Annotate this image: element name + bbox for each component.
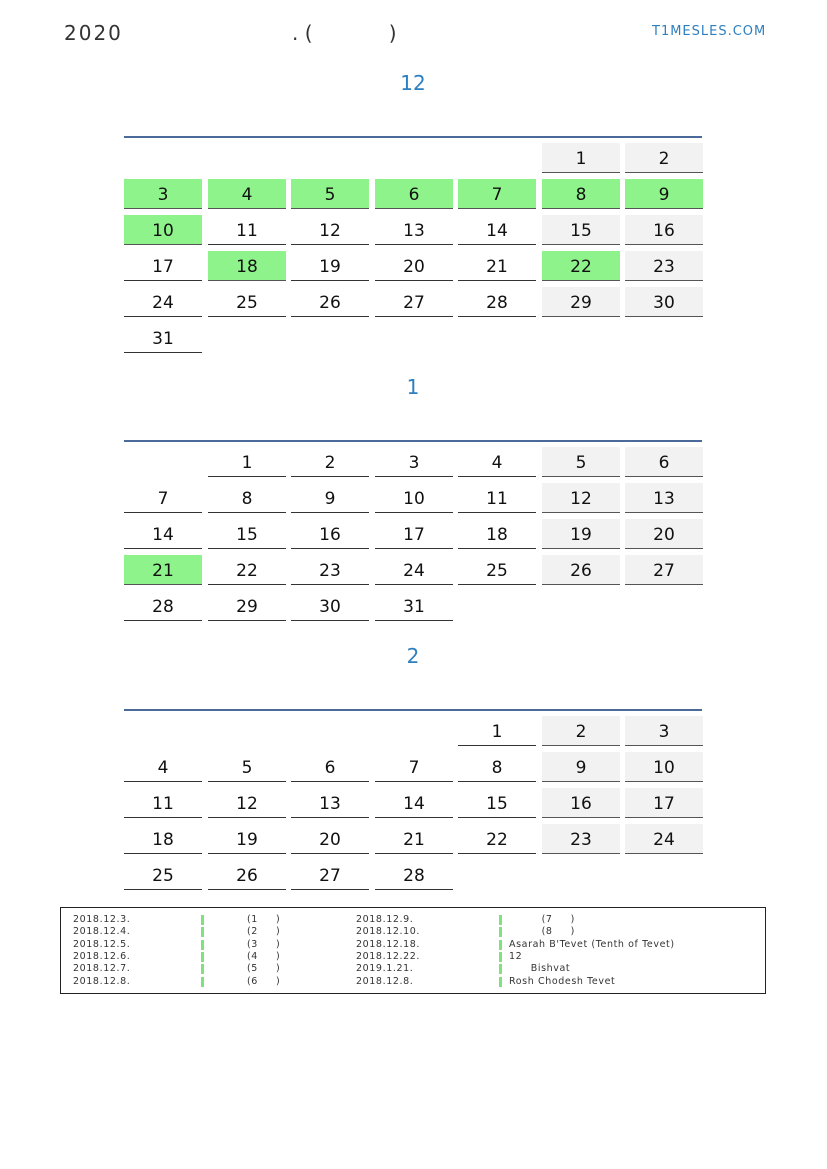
day-cell[interactable]: 15 xyxy=(458,788,536,818)
legend-date: 2018.12.10. xyxy=(356,926,421,938)
day-cell[interactable]: 23 xyxy=(291,555,369,585)
legend-date: 2018.12.18. xyxy=(356,938,421,950)
day-cell[interactable]: 3 xyxy=(375,447,453,477)
legend-holiday-name: (6 ) xyxy=(247,975,281,987)
legend-holiday-name: Bishvat xyxy=(509,963,571,975)
month-rule xyxy=(124,709,702,711)
day-cell[interactable]: 14 xyxy=(458,215,536,245)
day-cell[interactable]: 29 xyxy=(542,287,620,317)
day-cell[interactable]: 20 xyxy=(291,824,369,854)
day-cell[interactable]: 17 xyxy=(124,251,202,281)
legend-date: 2018.12.22. xyxy=(356,950,421,962)
day-cell[interactable]: 12 xyxy=(542,483,620,513)
legend-marker xyxy=(201,977,204,987)
day-cell[interactable]: 18 xyxy=(458,519,536,549)
day-cell[interactable]: 2 xyxy=(291,447,369,477)
day-cell[interactable]: 20 xyxy=(375,251,453,281)
day-cell[interactable]: 25 xyxy=(124,860,202,890)
day-cell[interactable]: 11 xyxy=(208,215,286,245)
legend-marker xyxy=(201,964,204,974)
month-title: 12 xyxy=(400,71,426,95)
legend-date: 2018.12.8. xyxy=(356,975,414,987)
day-cell[interactable]: 4 xyxy=(208,179,286,209)
day-cell[interactable]: 22 xyxy=(458,824,536,854)
month-rule xyxy=(124,440,702,442)
legend-holiday-name: (7 ) xyxy=(509,914,575,925)
day-cell[interactable]: 9 xyxy=(291,483,369,513)
day-cell[interactable]: 16 xyxy=(291,519,369,549)
holiday-legend xyxy=(60,907,766,994)
day-cell[interactable]: 6 xyxy=(375,179,453,209)
day-cell[interactable]: 2 xyxy=(625,143,703,173)
day-cell[interactable]: 1 xyxy=(208,447,286,477)
day-cell[interactable]: 30 xyxy=(625,287,703,317)
day-cell[interactable]: 19 xyxy=(291,251,369,281)
header-year: 2020 xyxy=(64,21,123,45)
day-cell[interactable]: 18 xyxy=(208,251,286,281)
day-cell[interactable]: 27 xyxy=(291,860,369,890)
day-cell[interactable]: 28 xyxy=(124,591,202,621)
day-cell[interactable]: 28 xyxy=(458,287,536,317)
legend-date: 2018.12.3. xyxy=(73,914,131,925)
day-cell[interactable]: 27 xyxy=(375,287,453,317)
legend-date: 2018.12.4. xyxy=(73,926,131,938)
day-cell[interactable]: 13 xyxy=(375,215,453,245)
day-cell[interactable]: 29 xyxy=(208,591,286,621)
legend-date: 2018.12.7. xyxy=(73,963,131,975)
legend-holiday-name: (5 ) xyxy=(247,963,281,975)
day-cell[interactable]: 5 xyxy=(208,752,286,782)
legend-marker xyxy=(499,927,502,937)
day-cell[interactable]: 26 xyxy=(208,860,286,890)
day-cell[interactable]: 10 xyxy=(124,215,202,245)
day-cell[interactable]: 5 xyxy=(291,179,369,209)
day-cell[interactable]: 22 xyxy=(542,251,620,281)
legend-holiday-name: (3 ) xyxy=(247,938,281,950)
legend-marker xyxy=(499,964,502,974)
legend-date: 2018.12.9. xyxy=(356,914,414,925)
legend-marker xyxy=(201,915,204,925)
day-cell[interactable]: 25 xyxy=(458,555,536,585)
day-cell[interactable]: 12 xyxy=(291,215,369,245)
legend-holiday-name: (8 ) xyxy=(509,926,575,938)
day-cell[interactable]: 3 xyxy=(625,716,703,746)
day-cell[interactable]: 21 xyxy=(375,824,453,854)
day-cell[interactable]: 27 xyxy=(625,555,703,585)
month-title: 2 xyxy=(406,644,420,668)
day-cell[interactable]: 31 xyxy=(124,323,202,353)
day-cell[interactable]: 8 xyxy=(208,483,286,513)
day-cell[interactable]: 7 xyxy=(458,179,536,209)
day-cell[interactable]: 25 xyxy=(208,287,286,317)
day-cell[interactable]: 24 xyxy=(375,555,453,585)
day-cell[interactable]: 4 xyxy=(124,752,202,782)
day-cell[interactable]: 17 xyxy=(625,788,703,818)
day-cell[interactable]: 3 xyxy=(124,179,202,209)
day-cell[interactable]: 1 xyxy=(458,716,536,746)
legend-marker xyxy=(499,940,502,950)
day-cell[interactable]: 16 xyxy=(542,788,620,818)
legend-marker xyxy=(201,940,204,950)
day-cell[interactable]: 22 xyxy=(208,555,286,585)
legend-date: 2018.12.5. xyxy=(73,938,131,950)
legend-date: 2019.1.21. xyxy=(356,963,414,975)
legend-holiday-name: Rosh Chodesh Tevet xyxy=(509,975,616,987)
day-cell[interactable]: 15 xyxy=(208,519,286,549)
day-cell[interactable]: 28 xyxy=(375,860,453,890)
day-cell[interactable]: 14 xyxy=(375,788,453,818)
legend-marker xyxy=(201,952,204,962)
day-cell[interactable]: 9 xyxy=(542,752,620,782)
day-cell[interactable]: 23 xyxy=(625,251,703,281)
day-cell[interactable]: 23 xyxy=(542,824,620,854)
day-cell[interactable]: 21 xyxy=(458,251,536,281)
day-cell[interactable]: 14 xyxy=(124,519,202,549)
day-cell[interactable]: 21 xyxy=(124,555,202,585)
day-cell[interactable]: 13 xyxy=(625,483,703,513)
day-cell[interactable]: 13 xyxy=(291,788,369,818)
day-cell[interactable]: 5 xyxy=(542,447,620,477)
legend-holiday-name: Asarah B'Tevet (Tenth of Tevet) xyxy=(509,938,675,950)
day-cell[interactable]: 15 xyxy=(542,215,620,245)
day-cell[interactable]: 9 xyxy=(625,179,703,209)
day-cell[interactable]: 19 xyxy=(208,824,286,854)
legend-marker xyxy=(201,927,204,937)
day-cell[interactable]: 19 xyxy=(542,519,620,549)
day-cell[interactable]: 8 xyxy=(542,179,620,209)
legend-holiday-name: (2 ) xyxy=(247,926,281,938)
legend-marker xyxy=(499,952,502,962)
day-cell[interactable]: 18 xyxy=(124,824,202,854)
month-rule xyxy=(124,136,702,138)
day-cell[interactable]: 17 xyxy=(375,519,453,549)
day-cell[interactable]: 2 xyxy=(542,716,620,746)
day-cell[interactable]: 11 xyxy=(124,788,202,818)
day-cell[interactable]: 31 xyxy=(375,591,453,621)
legend-marker xyxy=(499,915,502,925)
legend-date: 2018.12.6. xyxy=(73,950,131,962)
legend-holiday-name: 12 xyxy=(509,950,523,962)
day-cell[interactable]: 12 xyxy=(208,788,286,818)
day-cell[interactable]: 7 xyxy=(124,483,202,513)
month-title: 1 xyxy=(406,375,420,399)
site-link[interactable]: T1MESLES.COM xyxy=(652,24,767,39)
day-cell[interactable]: 8 xyxy=(458,752,536,782)
day-cell[interactable]: 24 xyxy=(625,824,703,854)
legend-holiday-name: (4 ) xyxy=(247,950,281,962)
legend-date: 2018.12.8. xyxy=(73,975,131,987)
day-cell[interactable]: 16 xyxy=(625,215,703,245)
day-cell[interactable]: 6 xyxy=(625,447,703,477)
day-cell[interactable]: 7 xyxy=(375,752,453,782)
legend-holiday-name: (1 ) xyxy=(247,914,281,925)
day-cell[interactable]: 10 xyxy=(625,752,703,782)
day-cell[interactable]: 4 xyxy=(458,447,536,477)
header-title: . ( ) xyxy=(292,21,397,45)
day-cell[interactable]: 6 xyxy=(291,752,369,782)
day-cell[interactable]: 26 xyxy=(291,287,369,317)
day-cell[interactable]: 30 xyxy=(291,591,369,621)
day-cell[interactable]: 11 xyxy=(458,483,536,513)
day-cell[interactable]: 24 xyxy=(124,287,202,317)
day-cell[interactable]: 26 xyxy=(542,555,620,585)
day-cell[interactable]: 1 xyxy=(542,143,620,173)
day-cell[interactable]: 10 xyxy=(375,483,453,513)
day-cell[interactable]: 20 xyxy=(625,519,703,549)
legend-marker xyxy=(499,977,502,987)
